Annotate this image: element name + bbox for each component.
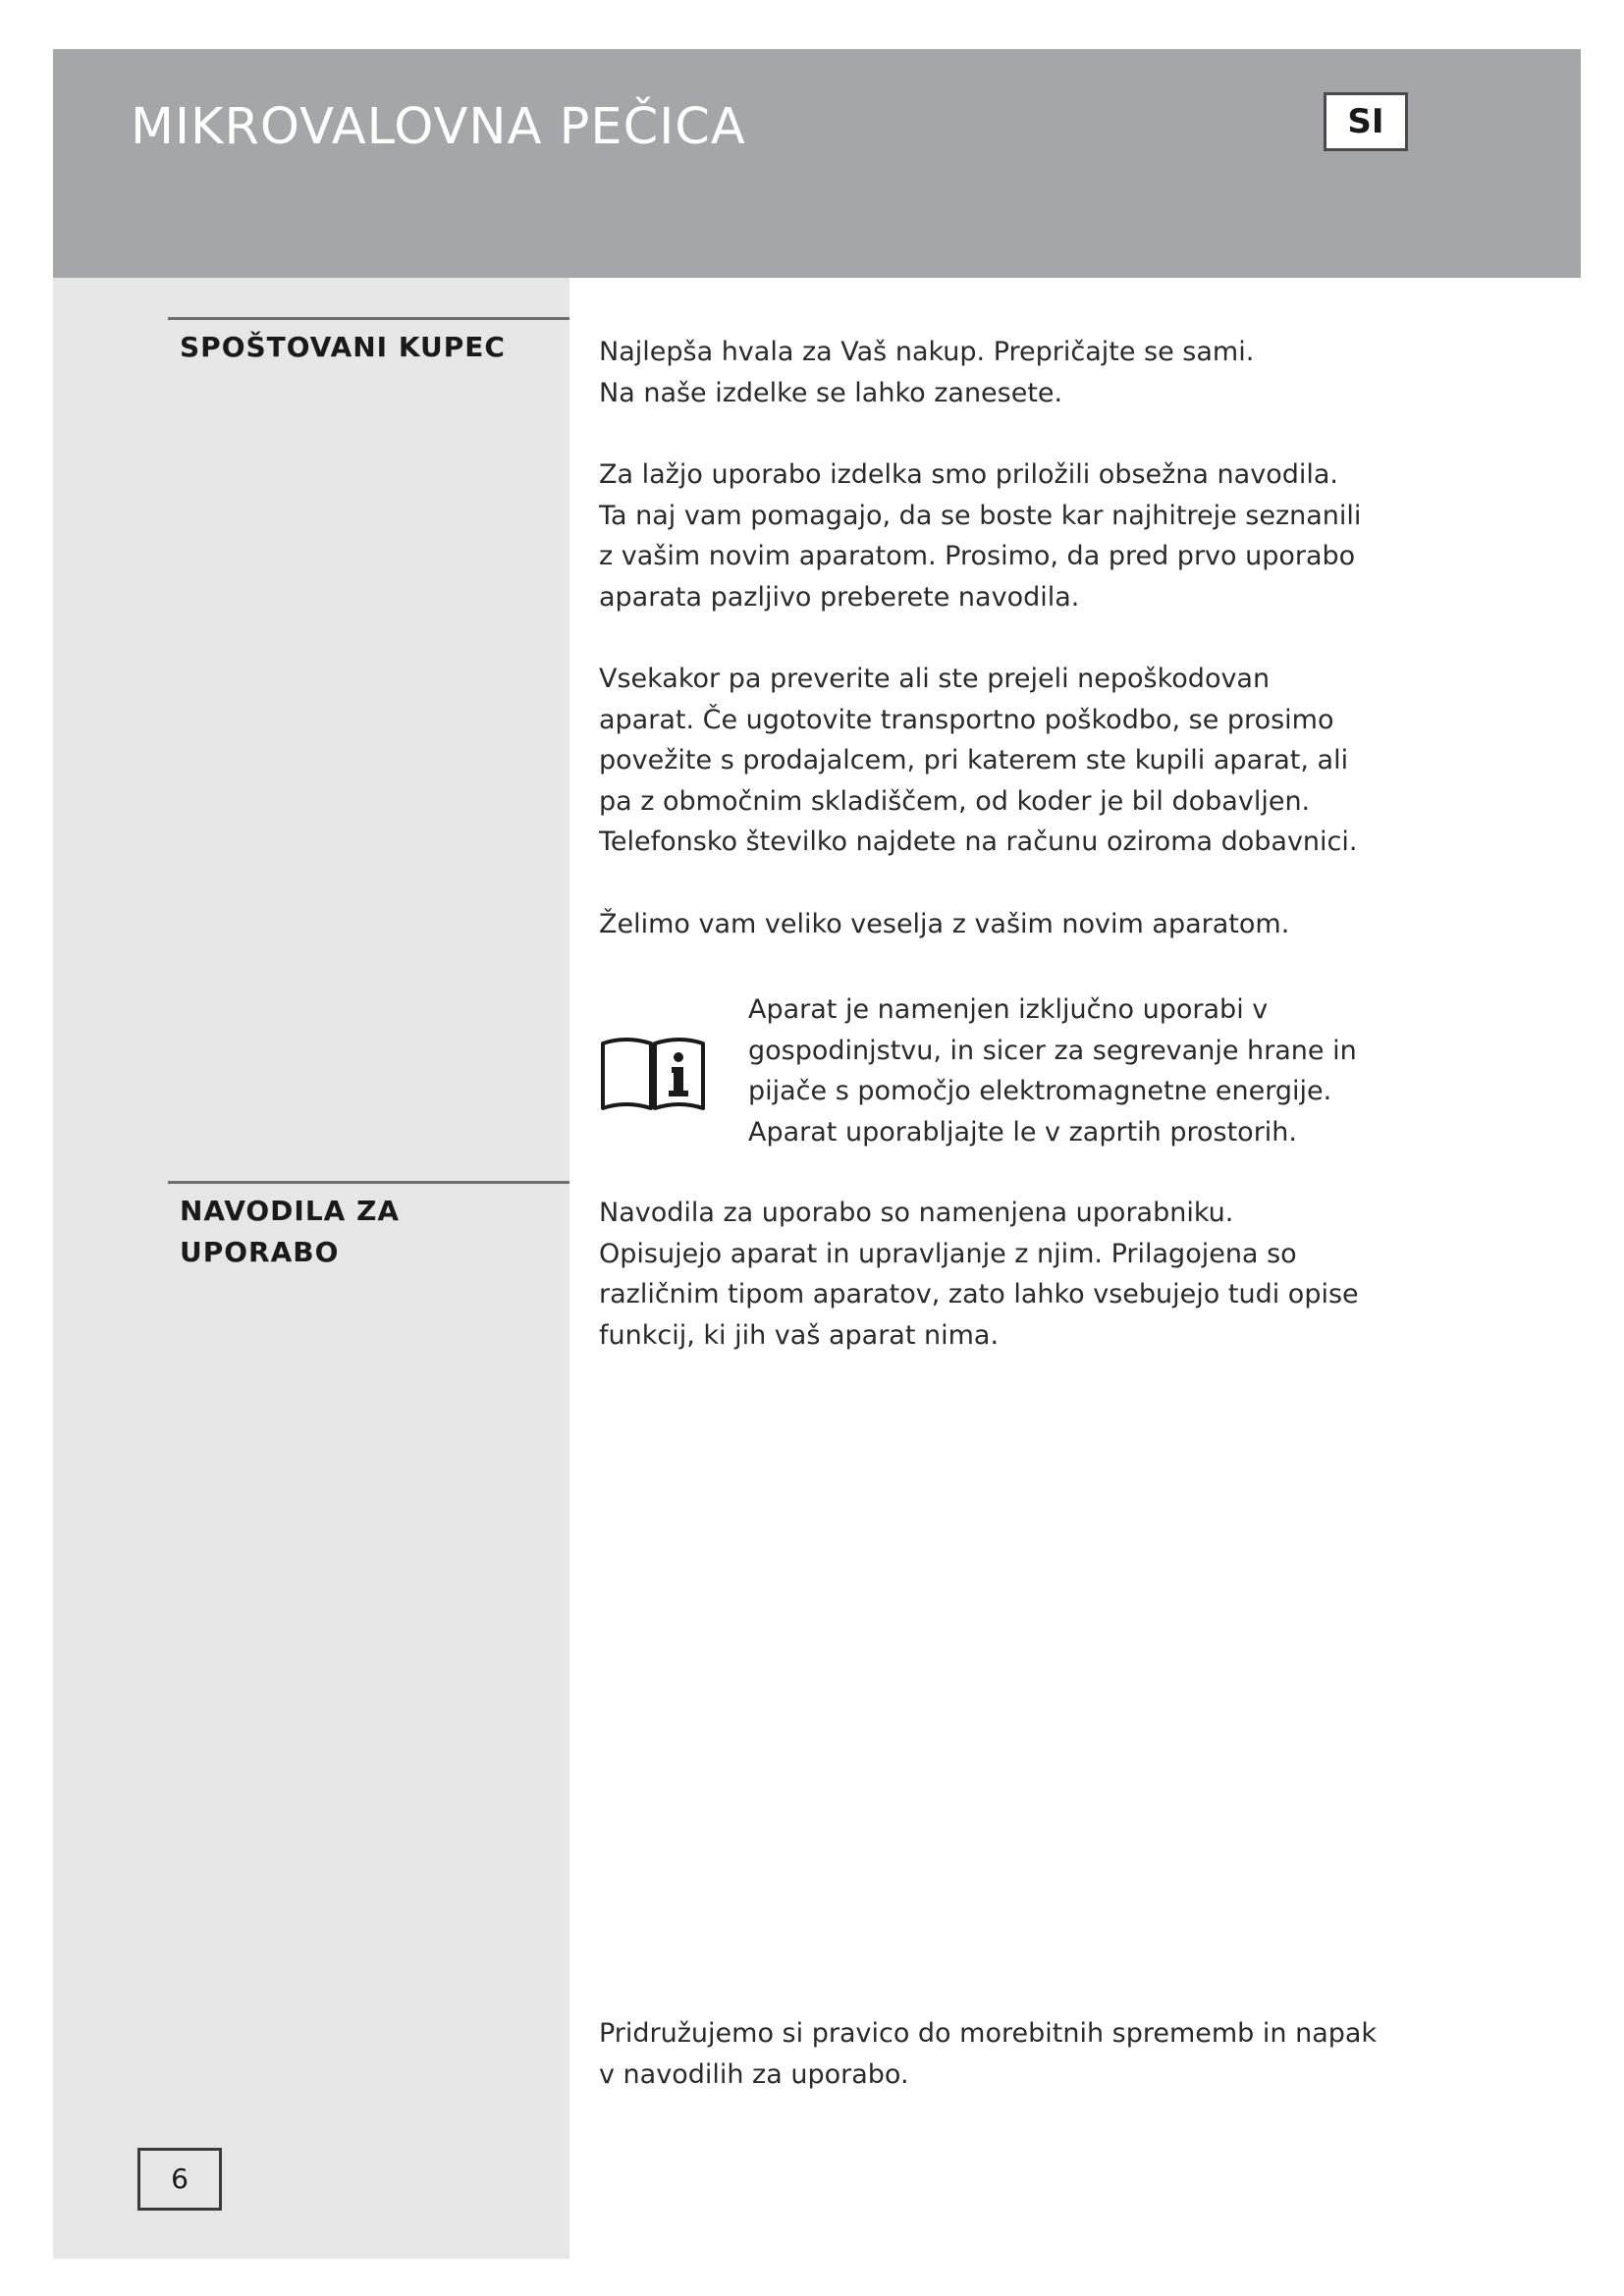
section-label-kupec: SPOŠTOVANI KUPEC xyxy=(180,331,506,363)
page-number: 6 xyxy=(137,2148,222,2211)
disclaimer-paragraph: Pridružujemo si pravico do morebitnih sprememb in napak v navodilih za uporabo. xyxy=(599,2018,1378,2090)
section-rule-navodila xyxy=(168,1181,569,1184)
section-rule-kupec xyxy=(168,317,569,320)
language-badge: SI xyxy=(1324,92,1408,151)
damage-paragraph: Vsekakor pa preverite ali ste prejeli nepoškodovan aparat. Če ugotovite transportno poškodbo, se prosimo povežite s prodajalcem, pri katerem ste kupili aparat, ali pa z območnim skladiščem, od koder je bil dobavljen. Telefonsko številko najdete na računu oziroma dobavnici. xyxy=(599,664,1358,858)
section-label-navodila: NAVODILA ZA UPORABO xyxy=(180,1195,401,1268)
info-manual-icon xyxy=(599,1034,707,1114)
notice-text: Aparat je namenjen izključno uporabi v gospodinjstvu, in sicer za segrevanje hrane in pijače s pomočjo elektromagnetne energije. Aparat uporabljajte le v zaprtih prostorih. xyxy=(748,994,1357,1148)
wishes-paragraph: Želimo vam veliko veselja z vašim novim aparatom. xyxy=(599,909,1290,939)
page-title: MIKROVALOVNA PEČICA xyxy=(131,98,746,156)
manual-paragraph: Navodila za uporabo so namenjena uporabniku. Opisujejo aparat in upravljanje z njim. Prilagojena so različnim tipom aparatov, zato lahko vsebujejo tudi opise funkcij, ki jih vaš aparat nima. xyxy=(599,1198,1359,1351)
intro-paragraph: Najlepša hvala za Vaš nakup. Prepričajte se sami. Na naše izdelke se lahko zanesete. xyxy=(599,337,1255,408)
instructions-paragraph: Za lažjo uporabo izdelka smo priložili obsežna navodila. Ta naj vam pomagajo, da se boste kar najhitreje seznanili z vašim novim aparatom. Prosimo, da pred prvo uporabo aparata pazljivo preberete navodila. xyxy=(599,459,1362,613)
